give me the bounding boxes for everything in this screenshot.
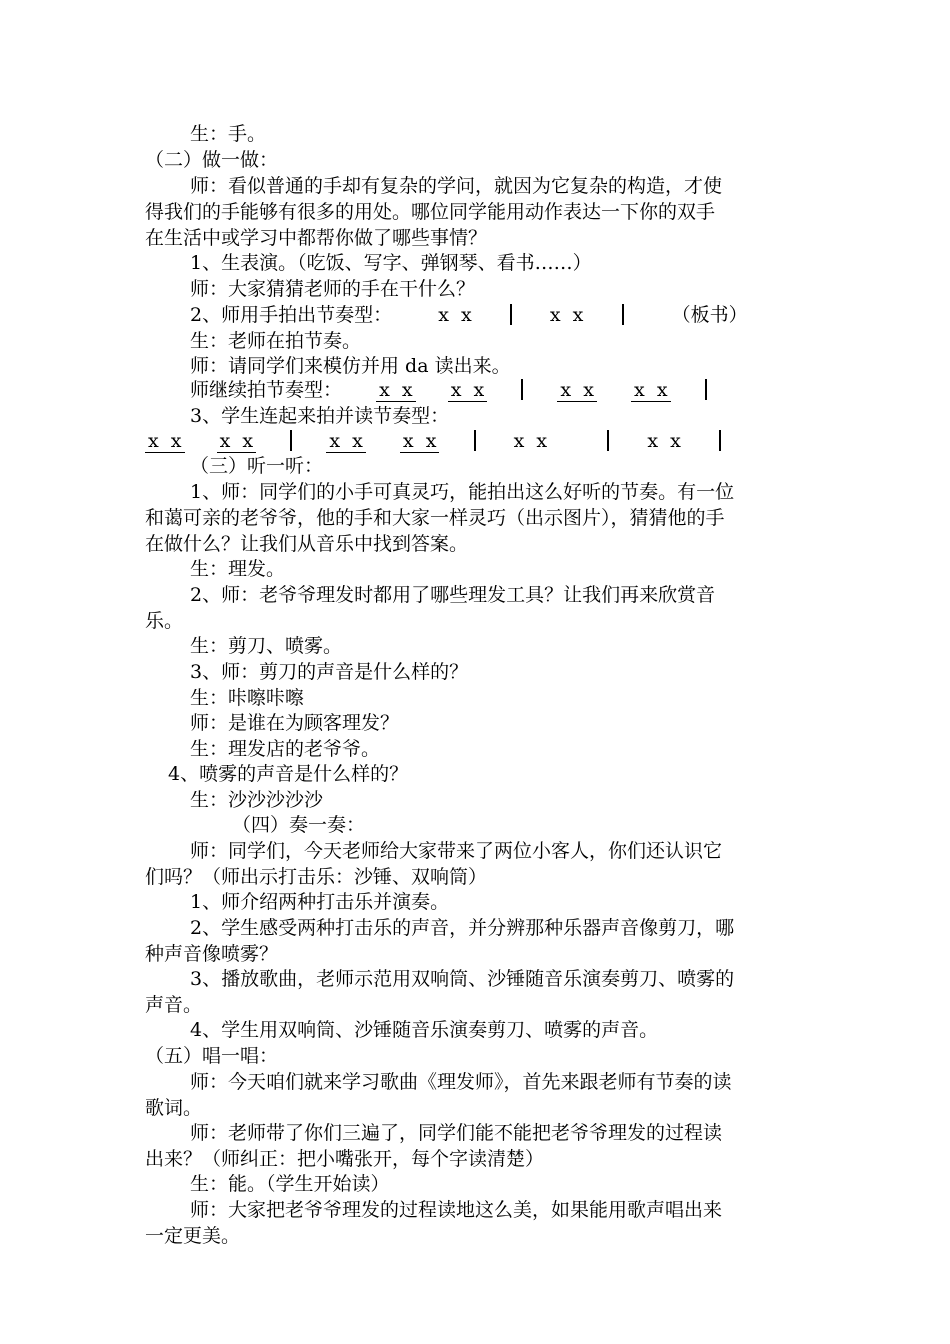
text-line: 1、师介绍两种打击乐并演奏。	[190, 891, 450, 913]
text-line: 4、学生用双响筒、沙锤随音乐演奏剪刀、喷雾的声音。	[190, 1019, 659, 1041]
rhythm-group-underlined: x x	[400, 430, 440, 453]
text-line: 师：看似普通的手却有复杂的学问，就因为它复杂的构造，才使	[190, 175, 723, 197]
text-line: 师：同学们，今天老师给大家带来了两位小客人，你们还认识它	[190, 840, 723, 862]
text-line: 得我们的手能够有很多的用处。哪位同学能用动作表达一下你的双手	[145, 201, 716, 223]
rhythm-group-underlined: x x	[326, 430, 366, 453]
text-line: 3、播放歌曲，老师示范用双响筒、沙锤随音乐演奏剪刀、喷雾的	[190, 968, 735, 990]
text-line: 生：能。（学生开始读）	[190, 1173, 390, 1195]
section-heading: （四）奏一奏：	[232, 814, 366, 836]
text-line: 在做什么？让我们从音乐中找到答案。	[145, 533, 469, 555]
text-line: 3、师：剪刀的声音是什么样的？	[190, 661, 469, 683]
text-line: 声音。	[145, 994, 203, 1016]
bar-line	[510, 304, 512, 325]
text-line: 生：理发店的老爷爷。	[190, 738, 381, 760]
bar-line	[622, 304, 624, 325]
rhythm-line-3	[145, 429, 721, 453]
bar-line	[705, 379, 707, 400]
rhythm-line-1	[190, 303, 748, 327]
text-line: 们吗？（师出示打击乐：沙锤、双响筒）	[145, 866, 488, 888]
rhythm-group: x x	[549, 304, 584, 326]
text-line: 一定更美。	[145, 1225, 241, 1247]
text-line: 师：大家把老爷爷理发的过程读地这么美，如果能用歌声唱出来	[190, 1199, 723, 1221]
section-heading: （三）听一听：	[190, 455, 324, 477]
rhythm-group: x x	[647, 430, 681, 452]
rhythm-group-underlined: x x	[557, 379, 597, 402]
text-line: 歌词。	[145, 1097, 203, 1119]
text-line: 2、师：老爷爷理发时都用了哪些理发工具？让我们再来欣赏音	[190, 584, 716, 606]
rhythm-group: x x	[438, 304, 472, 326]
text-line: 1、师：同学们的小手可真灵巧，能拍出这么好听的节奏。有一位	[190, 481, 735, 503]
text-line: 乐。	[145, 610, 184, 632]
bar-line	[474, 430, 476, 451]
text-line: 生：手。	[190, 123, 267, 145]
bar-line	[719, 430, 721, 451]
text-line: 生：剪刀、喷雾。	[190, 635, 343, 657]
board-note: （板书）	[671, 304, 748, 326]
text-line: 生：理发。	[190, 558, 286, 580]
text-line: 在生活中或学习中都帮你做了哪些事情？	[145, 227, 488, 249]
text-line: 种声音像喷雾？	[145, 943, 279, 965]
bar-line	[521, 379, 523, 400]
text-line: 生：咔嚓咔嚓	[190, 687, 305, 709]
rhythm-intro: 师继续拍节奏型：	[190, 379, 343, 401]
text-line: 师：请同学们来模仿并用 da 读出来。	[190, 355, 511, 377]
rhythm-intro: 2、师用手拍出节奏型：	[190, 304, 393, 326]
rhythm-line-2	[190, 378, 707, 402]
rhythm-group-underlined: x x	[448, 379, 488, 402]
text-line: 3、学生连起来拍并读节奏型：	[190, 405, 450, 427]
text-line: 师：今天咱们就来学习歌曲《理发师》，首先来跟老师有节奏的读	[190, 1071, 732, 1093]
text-line: 1、生表演。（吃饭、写字、弹钢琴、看书……）	[190, 252, 592, 274]
rhythm-group-underlined: x x	[376, 379, 416, 402]
text-line: 出来？（师纠正：把小嘴张开，每个字读清楚）	[145, 1148, 545, 1170]
section-heading: （五）唱一唱：	[145, 1045, 279, 1067]
rhythm-group: x x	[513, 430, 548, 452]
rhythm-group-underlined: x x	[145, 430, 185, 453]
text-line: 和蔼可亲的老爷爷，他的手和大家一样灵巧（出示图片），猜猜他的手	[145, 507, 725, 529]
text-line: 4、喷雾的声音是什么样的？	[168, 763, 409, 785]
rhythm-group-underlined: x x	[631, 379, 671, 402]
text-line: 2、学生感受两种打击乐的声音，并分辨那种乐器声音像剪刀，哪	[190, 917, 735, 939]
text-line: 生：沙沙沙沙沙	[190, 789, 324, 811]
text-line: 师：是谁在为顾客理发？	[190, 712, 400, 734]
section-heading: （二）做一做：	[145, 149, 279, 171]
text-line: 师：大家猜猜老师的手在干什么？	[190, 278, 476, 300]
bar-line	[290, 430, 292, 451]
text-line: 生：老师在拍节奏。	[190, 330, 362, 352]
rhythm-group-underlined: x x	[217, 430, 257, 453]
text-line: 师：老师带了你们三遍了，同学们能不能把老爷爷理发的过程读	[190, 1122, 723, 1144]
bar-line	[607, 430, 609, 451]
